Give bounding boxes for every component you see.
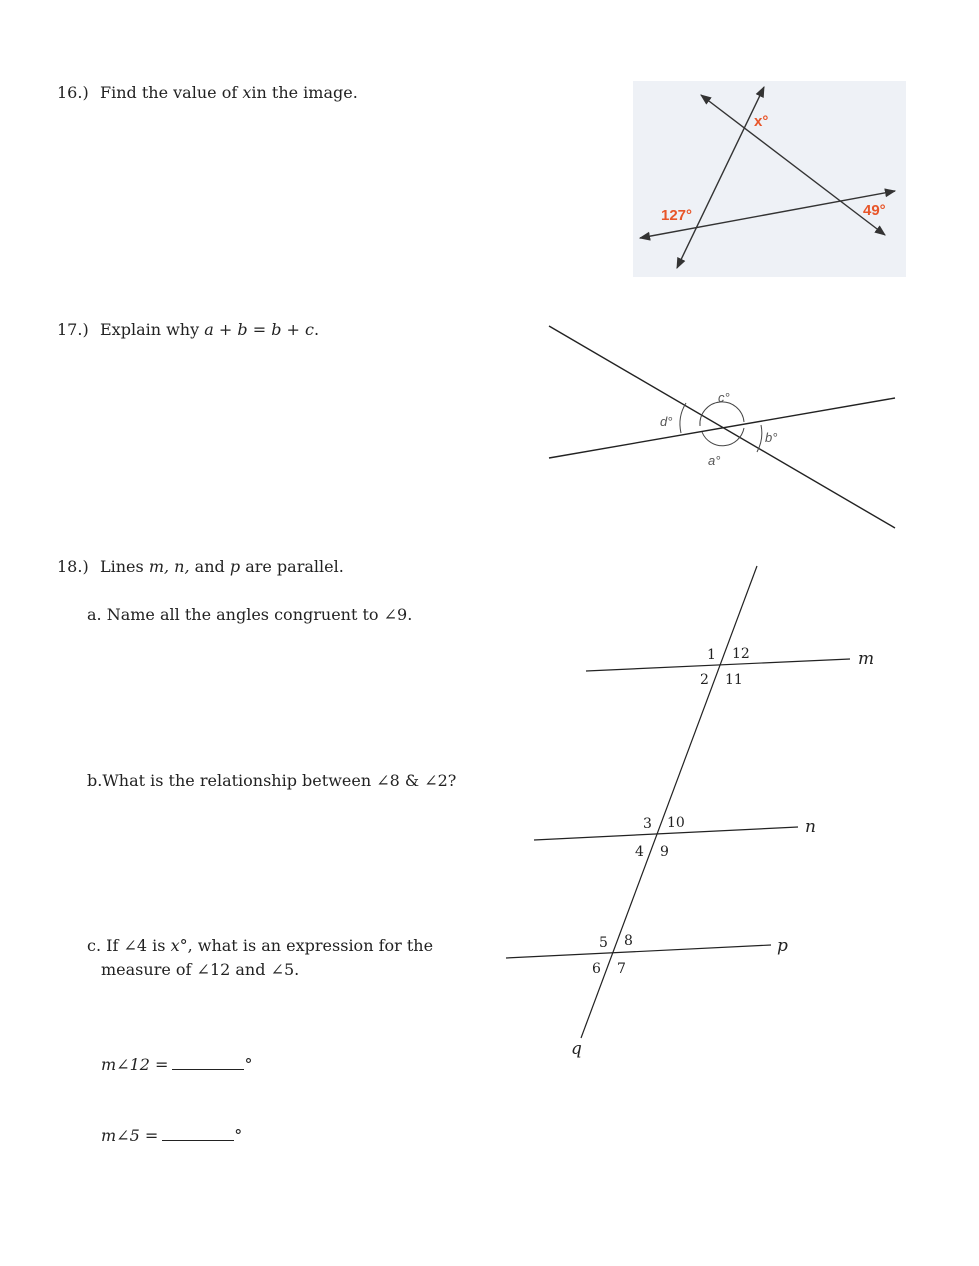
q18-text-mid: and <box>194 557 225 576</box>
q18-angle-9: 9 <box>660 844 669 860</box>
q18-angle-4: 4 <box>635 844 644 860</box>
q17-text-before: Explain why <box>100 320 200 339</box>
q18-angle-5: 5 <box>599 935 608 951</box>
q16-number: 16.) <box>57 83 89 102</box>
q18-line-p <box>506 945 771 958</box>
q18-angle-6: 6 <box>592 961 601 977</box>
q18-angle-2: 2 <box>700 672 709 688</box>
q17-label-c: c° <box>718 390 730 405</box>
q18-part-c-line2: measure of ∠12 and ∠5. <box>101 960 300 979</box>
q18-part-b: b.What is the relationship between ∠8 & ∠2? <box>87 771 457 790</box>
q18-angle-11: 11 <box>725 672 743 688</box>
q16-angle-49-label: 49° <box>863 202 886 219</box>
q18-angle-8: 8 <box>624 933 633 949</box>
q18-label-q: q <box>571 1039 582 1059</box>
q18-text-before: Lines <box>100 557 144 576</box>
q16-angle-x-label: x° <box>754 113 769 130</box>
q17-equation: a + b = b + c <box>204 320 314 339</box>
q18-part-c-var: x° <box>170 936 188 955</box>
q18-text-after: are parallel. <box>245 557 344 576</box>
q18-answer-12-degree: ° <box>244 1055 253 1074</box>
q18-angle-7: 7 <box>617 961 626 977</box>
q18-line-n <box>534 827 798 840</box>
q18-angle-3: 3 <box>643 816 652 832</box>
q17-label-b: b° <box>765 430 778 445</box>
q18-part-c-after: , what is an expression for the <box>187 936 434 955</box>
q18-answer-5-degree: ° <box>234 1126 243 1145</box>
q16-text-after: in the image. <box>251 83 358 102</box>
q18-transversal-q <box>581 566 757 1038</box>
q18-angle-1: 1 <box>707 647 716 663</box>
q16-text-before: Find the value of <box>100 83 238 102</box>
q17-text-after: . <box>313 320 320 339</box>
q17-number: 17.) <box>57 320 89 339</box>
q16-variable: x <box>242 83 252 102</box>
q18-part-c-before: c. If ∠4 is <box>87 936 166 955</box>
q18-var-p: p <box>229 557 241 576</box>
q16-angle-127-label: 127° <box>661 207 693 224</box>
q18-vars: m, n, <box>148 557 190 576</box>
q18-answer-5-label: m∠5 = <box>101 1126 159 1145</box>
q18-answer-12-label: m∠12 = <box>101 1055 169 1074</box>
q17-label-d: d° <box>660 414 673 429</box>
q18-label-m: m <box>858 649 875 669</box>
q18-angle-10: 10 <box>667 815 685 831</box>
q18-angle-12: 12 <box>732 646 750 662</box>
q18-number: 18.) <box>57 557 89 576</box>
q18-label-p: p <box>777 936 788 956</box>
q17-label-a: a° <box>708 453 721 468</box>
q18-label-n: n <box>805 817 816 837</box>
q18-part-a: a. Name all the angles congruent to ∠9. <box>87 605 413 624</box>
